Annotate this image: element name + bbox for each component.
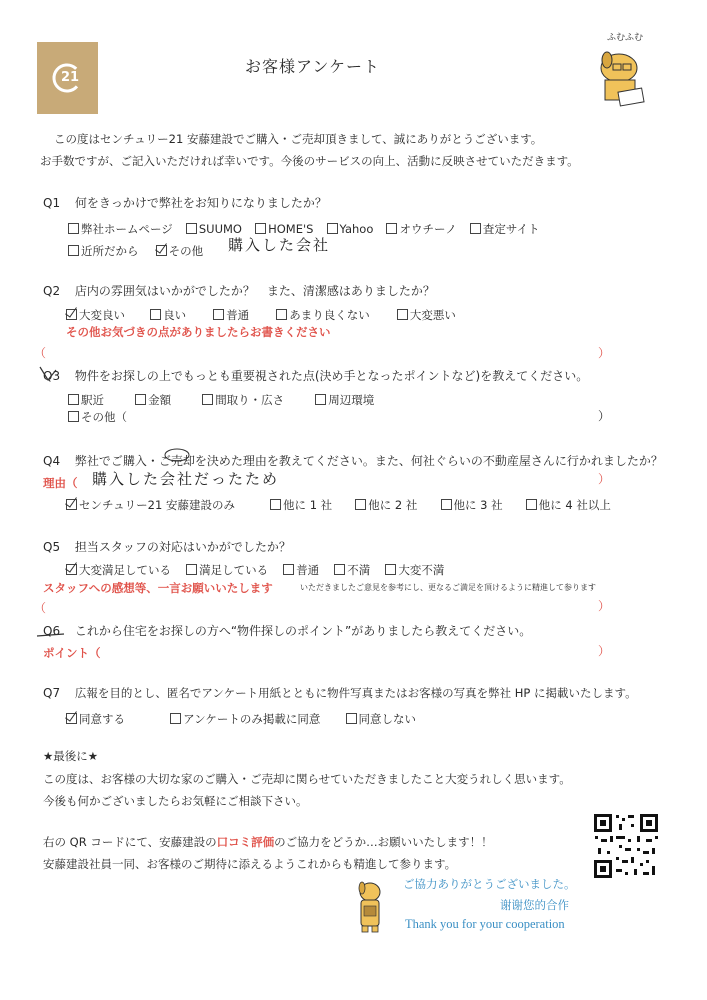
q5-option[interactable]: 大変不満 bbox=[385, 562, 444, 578]
q2-close-paren: ） bbox=[598, 346, 611, 360]
checkbox[interactable] bbox=[135, 394, 146, 405]
checkbox[interactable] bbox=[150, 309, 161, 320]
checkbox[interactable] bbox=[68, 394, 79, 405]
q3-option[interactable]: 間取り・広さ bbox=[202, 392, 284, 408]
q4-text: 弊社でご購入・ご売却を決めた理由を教えてください。また、何社ぐらいの不動産屋さんに行かれましたか？ bbox=[74, 454, 663, 468]
q1-handwritten-answer: 購入した会社 bbox=[228, 236, 331, 254]
q7-number: Q7 bbox=[43, 686, 61, 700]
checkbox[interactable] bbox=[283, 564, 294, 575]
thanks-chinese: 谢谢您的合作 bbox=[500, 898, 569, 912]
checkbox-checked[interactable] bbox=[66, 309, 77, 320]
qr-code[interactable] bbox=[592, 812, 660, 880]
q1-option[interactable]: その他 bbox=[156, 243, 204, 259]
q6-question bbox=[43, 622, 531, 639]
q5-question bbox=[43, 538, 291, 555]
q2-question bbox=[43, 282, 435, 299]
q1-number: Q1 bbox=[43, 196, 61, 210]
q4-circle-mark-icon bbox=[163, 447, 191, 463]
checkbox[interactable] bbox=[270, 499, 281, 510]
q2-number: Q2 bbox=[43, 284, 61, 298]
checkbox[interactable] bbox=[213, 309, 224, 320]
q7-question bbox=[43, 685, 637, 701]
q3-option[interactable]: 駅近 bbox=[68, 392, 104, 408]
q5-answer-field[interactable] bbox=[60, 599, 590, 615]
q7-option[interactable]: 同意する bbox=[66, 711, 125, 727]
checkbox[interactable] bbox=[315, 394, 326, 405]
q5-option[interactable]: 大変満足している bbox=[66, 562, 171, 578]
q5-open-paren: （ bbox=[34, 601, 47, 615]
q6-strike-mark-icon bbox=[36, 630, 66, 640]
q1-option[interactable]: SUUMO bbox=[186, 222, 242, 236]
checkbox-checked[interactable] bbox=[66, 564, 77, 575]
checkbox-checked[interactable] bbox=[156, 245, 167, 256]
q6-point-label: ポイント（ bbox=[43, 646, 101, 660]
checkbox[interactable] bbox=[186, 223, 197, 234]
checkbox[interactable] bbox=[397, 309, 408, 320]
q1-text: 何をきっかけで弊社をお知りになりましたか？ bbox=[74, 196, 327, 210]
checkbox[interactable] bbox=[186, 564, 197, 575]
checkbox[interactable] bbox=[170, 713, 181, 724]
q6-text: これから住宅をお探しの方へ“物件探しのポイント”がありましたら教えてください。 bbox=[74, 624, 532, 638]
q4-option[interactable]: 他に 2 社 bbox=[355, 497, 417, 513]
q4-number: Q4 bbox=[43, 454, 61, 468]
logo-text: 21 bbox=[61, 70, 80, 85]
q7-options bbox=[66, 708, 432, 727]
q1-option[interactable]: オウチーノ bbox=[386, 221, 456, 237]
q4-options bbox=[66, 494, 611, 513]
checkbox[interactable] bbox=[68, 223, 79, 234]
q5-prompt: スタッフへの感想等、一言お願いいたします bbox=[43, 581, 273, 595]
q4-handwritten-answer: 購入した会社だったため bbox=[92, 470, 280, 488]
q1-option[interactable]: Yahoo bbox=[327, 222, 374, 236]
qr-request-line: 右の QR コードにて、安藤建設の口コミ評価のご協力をどうか…お願いいたします！！ bbox=[43, 835, 493, 849]
q6-close-paren: ） bbox=[598, 644, 611, 658]
q3-strike-mark-icon bbox=[38, 364, 58, 384]
checkbox[interactable] bbox=[526, 499, 537, 510]
q2-open-paren: （ bbox=[34, 346, 47, 360]
q2-answer-field[interactable] bbox=[60, 344, 590, 360]
checkbox[interactable] bbox=[327, 223, 338, 234]
checkbox[interactable] bbox=[68, 411, 79, 422]
mascot-caption: ふむふむ bbox=[607, 33, 644, 43]
q5-option[interactable]: 普通 bbox=[283, 562, 319, 578]
q3-option[interactable]: 金額 bbox=[135, 392, 171, 408]
checkbox[interactable] bbox=[334, 564, 345, 575]
q4-close-paren: ） bbox=[598, 472, 611, 486]
q4-option[interactable]: 他に 4 社以上 bbox=[526, 497, 611, 513]
q1-question bbox=[43, 194, 327, 211]
checkbox[interactable] bbox=[441, 499, 452, 510]
q4-option[interactable]: 他に 1 社 bbox=[270, 497, 332, 513]
q2-option[interactable]: 普通 bbox=[213, 307, 249, 323]
q4-question bbox=[43, 452, 663, 469]
closing-last-line: 安藤建設社員一同、お客様のご期待に添えるようこれからも精進して参ります。 bbox=[43, 857, 457, 871]
q2-option[interactable]: 良い bbox=[150, 307, 186, 323]
q3-question bbox=[43, 367, 588, 384]
checkbox[interactable] bbox=[355, 499, 366, 510]
checkbox-checked[interactable] bbox=[66, 499, 77, 510]
checkbox[interactable] bbox=[68, 245, 79, 256]
closing-line-2: 今後も何かございましたらお気軽にご相談下さい。 bbox=[43, 794, 308, 808]
intro-line-1: この度はセンチュリー21 安藤建設でご購入・ご売却頂きまして、誠にありがとうございます。 bbox=[54, 132, 543, 146]
q4-option[interactable]: センチュリー21 安藤建設のみ bbox=[66, 497, 235, 513]
closing-heading: ★最後に★ bbox=[43, 749, 99, 763]
q3-text: 物件をお探しの上でもっとも重要視された点(決め手となったポイントなど)を教えてください。 bbox=[74, 369, 589, 383]
checkbox[interactable] bbox=[470, 223, 481, 234]
checkbox[interactable] bbox=[276, 309, 287, 320]
q7-text: 広報を目的とし、匿名でアンケート用紙とともに物件写真またはお客様の写真を弊社 HP に掲載いたします。 bbox=[74, 686, 637, 700]
dog-mascot-bow-icon bbox=[352, 880, 388, 934]
checkbox[interactable] bbox=[255, 223, 266, 234]
q3-options bbox=[68, 389, 390, 408]
q3-option[interactable]: 周辺環境 bbox=[315, 392, 374, 408]
checkbox[interactable] bbox=[202, 394, 213, 405]
q4-reason-label: 理由（ bbox=[43, 476, 78, 490]
qr-code-icon bbox=[592, 812, 660, 880]
company-logo bbox=[37, 42, 98, 114]
q6-number: Q6 bbox=[43, 624, 61, 638]
bottom-mascot bbox=[352, 880, 388, 934]
q5-option[interactable]: 不満 bbox=[334, 562, 370, 578]
q2-options bbox=[66, 304, 472, 323]
checkbox-checked[interactable] bbox=[66, 713, 77, 724]
mascot-illustration bbox=[583, 30, 663, 110]
q1-option[interactable]: HOME'S bbox=[255, 222, 313, 236]
q2-option[interactable]: あまり良くない bbox=[276, 307, 370, 323]
intro-line-2: お手数ですが、ご記入いただければ幸いです。今後のサービスの向上、活動に反映させていただきます。 bbox=[40, 154, 579, 168]
q4-option[interactable]: 他に 3 社 bbox=[441, 497, 503, 513]
q5-note: いただきましたご意見を参考にし、更なるご満足を頂けるように精進して参ります bbox=[300, 583, 596, 592]
q3-close-paren: ） bbox=[598, 409, 611, 423]
q2-option[interactable]: 大変悪い bbox=[397, 307, 456, 323]
q2-option[interactable]: 大変良い bbox=[66, 307, 125, 323]
thanks-japanese: ご協力ありがとうございました。 bbox=[403, 877, 576, 891]
checkbox[interactable] bbox=[385, 564, 396, 575]
q1-options-row2 bbox=[68, 240, 219, 259]
q6-answer-field[interactable] bbox=[110, 645, 590, 661]
checkbox[interactable] bbox=[386, 223, 397, 234]
q7-option[interactable]: アンケートのみ掲載に同意 bbox=[170, 711, 320, 727]
q5-number: Q5 bbox=[43, 540, 61, 554]
q5-text: 担当スタッフの対応はいかがでしたか？ bbox=[74, 540, 291, 554]
page-title: お客様アンケート bbox=[245, 57, 381, 76]
q1-option[interactable]: 弊社ホームページ bbox=[68, 221, 173, 237]
q3-number: Q3 bbox=[43, 369, 61, 383]
q2-prompt: その他お気づきの点がありましたらお書きください bbox=[66, 325, 331, 339]
q7-option[interactable]: 同意しない bbox=[346, 711, 417, 727]
q2-text: 店内の雰囲気はいかがでしたか？ また、清潔感はありましたか？ bbox=[74, 284, 435, 298]
q5-options bbox=[66, 559, 460, 578]
q1-option[interactable]: 近所だから bbox=[68, 243, 139, 259]
q5-option[interactable]: 満足している bbox=[186, 562, 268, 578]
thanks-english: Thank you for your cooperation bbox=[405, 917, 565, 931]
q5-close-paren: ） bbox=[598, 599, 611, 613]
q3-other[interactable]: その他（ bbox=[68, 409, 127, 425]
closing-line-1: この度は、お客様の大切な家のご購入・ご売却に関らせていただきましたこと大変うれしく思います。 bbox=[43, 772, 571, 786]
q1-option[interactable]: 査定サイト bbox=[470, 221, 540, 237]
checkbox[interactable] bbox=[346, 713, 357, 724]
